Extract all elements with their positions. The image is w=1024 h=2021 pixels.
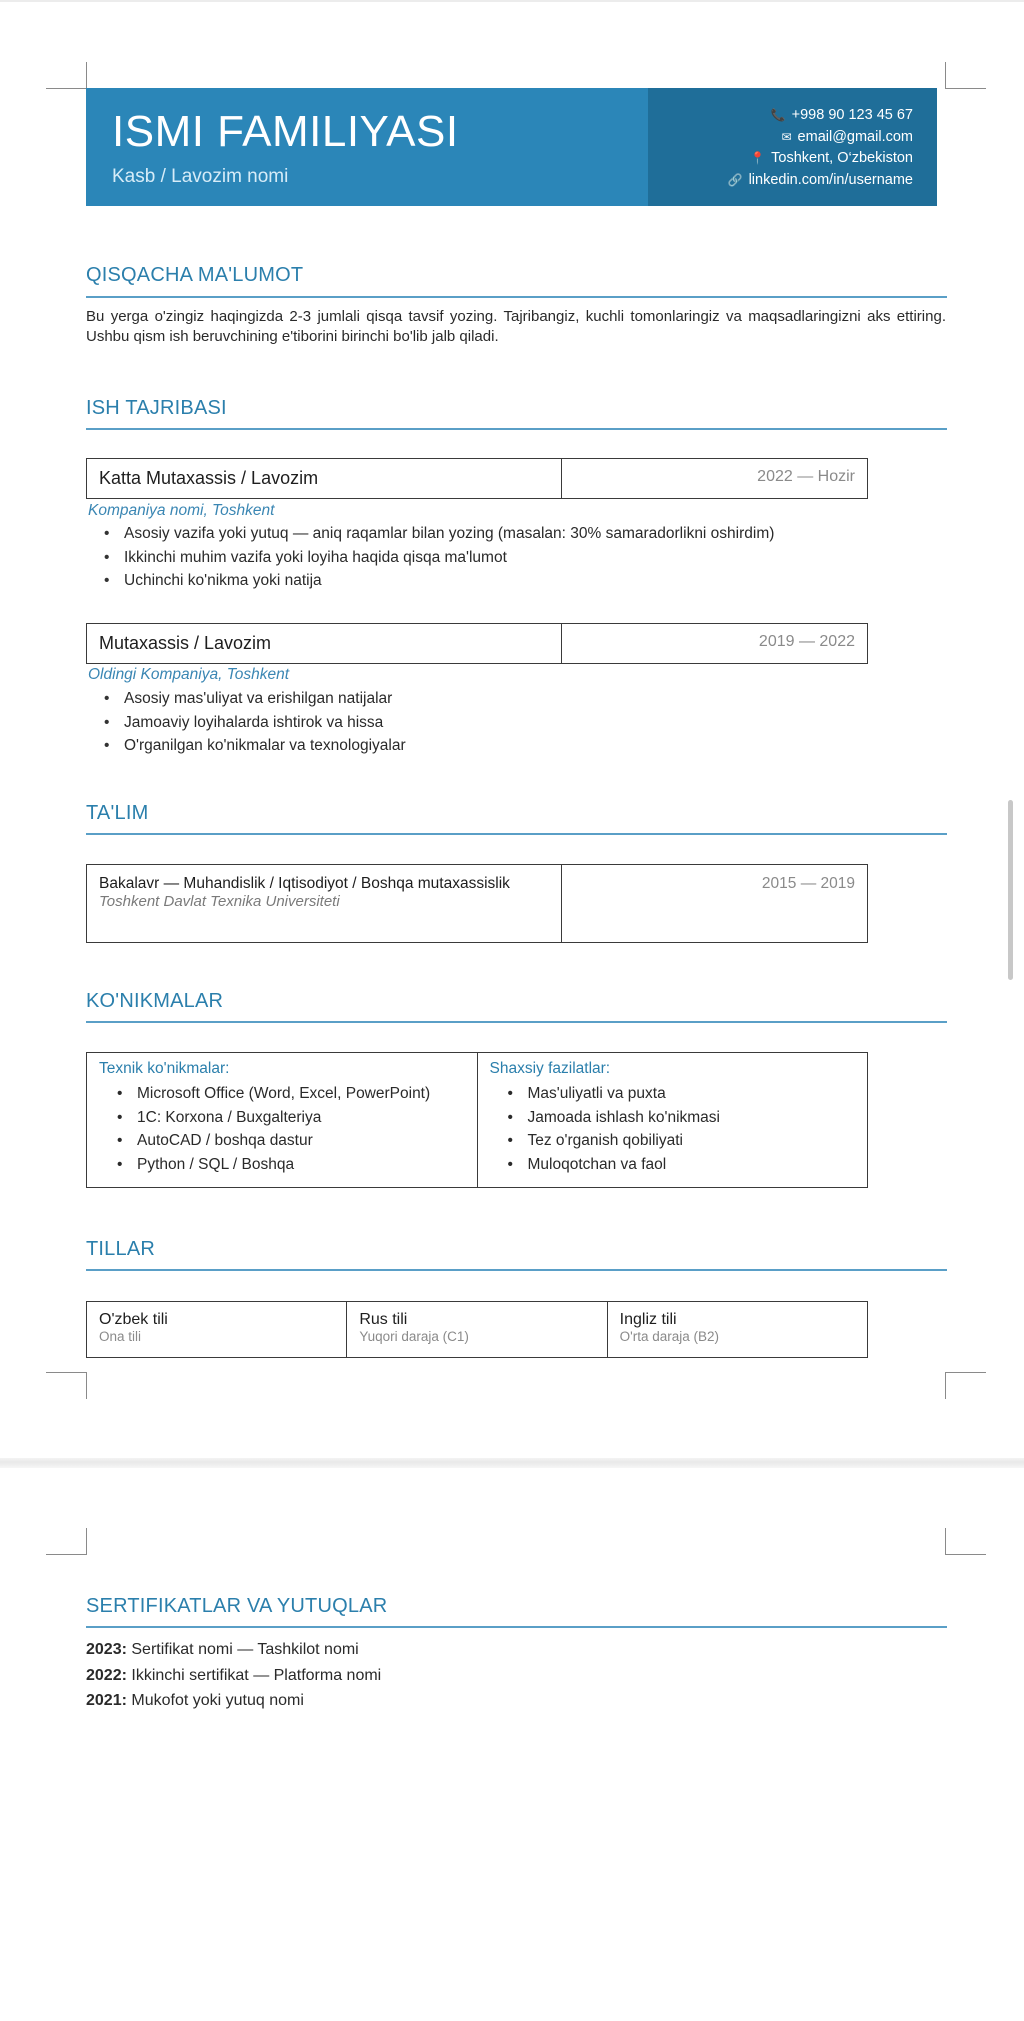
job-position: Mutaxassis / Lavozim: [87, 624, 562, 663]
certificates-list: [86, 1637, 381, 1714]
list-item: • Jamoada ishlash ko'nikmasi: [508, 1106, 856, 1130]
education-university: Toshkent Davlat Texnika Universiteti: [99, 893, 340, 910]
list-item: • Python / SQL / Boshqa: [117, 1153, 465, 1177]
section-rule: [86, 1269, 947, 1271]
education-box: [86, 864, 868, 943]
contact-email: ✉ email@gmail.com: [781, 128, 913, 145]
job-bullets: [104, 522, 774, 593]
job-dates: 2019 — 2022: [758, 633, 855, 650]
education-dates: 2015 — 2019: [761, 875, 855, 892]
contact-location: 📍 Toshkent, O‘zbekiston: [750, 150, 913, 166]
contact-phone: 📞 +998 90 123 45 67: [770, 107, 913, 123]
section-title-summary: QISQACHA MA'LUMOT: [86, 264, 304, 286]
language-item: [607, 1302, 867, 1357]
section-title-languages: TILLAR: [86, 1238, 156, 1260]
margin-mark-top-left: [46, 1528, 87, 1555]
list-item: • AutoCAD / boshqa dastur: [117, 1129, 465, 1153]
page-break: [0, 1458, 1024, 1468]
language-level: Ona tili: [99, 1329, 142, 1344]
list-item: • Tez o'rganish qobiliyati: [508, 1129, 856, 1153]
list-item: • O'rganilgan ko'nikmalar va texnologiyalar: [104, 734, 406, 758]
scrollbar[interactable]: [1008, 800, 1013, 980]
language-name: O'zbek tili: [99, 1311, 168, 1328]
section-rule: [86, 296, 947, 298]
list-item: 2023: Sertifikat nomi — Tashkilot nomi: [86, 1641, 359, 1658]
skills-box: [86, 1052, 868, 1188]
job-header-1: [86, 458, 868, 499]
section-rule: [86, 1626, 947, 1628]
education-details: [87, 865, 562, 942]
section-rule: [86, 428, 947, 430]
margin-mark-top-right: [945, 62, 986, 89]
section-title-certificates: SERTIFIKATLAR VA YUTUQLAR: [86, 1595, 388, 1617]
job-company: Kompaniya nomi, Toshkent: [88, 502, 275, 519]
margin-mark-top-right: [945, 1528, 986, 1555]
section-title-skills: KO'NIKMALAR: [86, 990, 224, 1012]
phone-icon: 📞: [770, 108, 786, 122]
section-title-experience: ISH TAJRIBASI: [86, 397, 227, 419]
skills-heading: Shaxsiy fazilatlar:: [489, 1060, 611, 1077]
section-title-education: TA'LIM: [86, 802, 149, 824]
job-company: Oldingi Kompaniya, Toshkent: [88, 666, 290, 683]
personal-qualities: [477, 1053, 868, 1187]
skills-list: [99, 1082, 465, 1176]
language-name: Rus tili: [359, 1311, 408, 1328]
language-item: [346, 1302, 606, 1357]
list-item: • 1C: Korxona / Buxgalteriya: [117, 1106, 465, 1130]
margin-mark-top-left: [46, 62, 87, 89]
language-item: [87, 1302, 346, 1357]
language-level: O'rta daraja (B2): [619, 1329, 720, 1344]
job-dates: 2022 — Hozir: [757, 468, 855, 485]
list-item: • Mas'uliyatli va puxta: [508, 1082, 856, 1106]
margin-mark-bottom-left: [46, 1372, 87, 1399]
header-name-panel: [86, 88, 648, 206]
list-item: • Microsoft Office (Word, Excel, PowerPoint): [117, 1082, 465, 1106]
contact-panel: [648, 88, 937, 206]
list-item: • Asosiy vazifa yoki yutuq — aniq raqamlar bilan yozing (masalan: 30% samaradorlikni oshirdim): [104, 522, 774, 546]
language-level: Yuqori daraja (C1): [359, 1329, 469, 1344]
mail-icon: ✉: [781, 129, 792, 144]
location-pin-icon: 📍: [750, 151, 766, 165]
resume-header: [86, 88, 937, 206]
section-rule: [86, 833, 947, 835]
summary-text: Bu yerga o'zingiz haqingizda 2-3 jumlali qisqa tavsif yozing. Tajribangiz, kuchli tomonlaringiz va maqsadlaringizni aks ettiring. Ushbu qism ish beruvchining e'tiborini birinchi bo'lib jalb qiladi.: [86, 308, 946, 345]
top-border: [0, 0, 1024, 2]
language-name: Ingliz tili: [619, 1311, 677, 1328]
list-item: • Ikkinchi muhim vazifa yoki loyiha haqida qisqa ma'lumot: [104, 546, 774, 570]
list-item: 2021: Mukofot yoki yutuq nomi: [86, 1692, 304, 1709]
list-item: • Jamoaviy loyihalarda ishtirok va hissa: [104, 711, 406, 735]
list-item: • Muloqotchan va faol: [508, 1153, 856, 1177]
margin-mark-bottom-right: [945, 1372, 986, 1399]
skills-list: [490, 1082, 856, 1176]
full-name: ISMI FAMILIYASI: [112, 107, 459, 156]
technical-skills: [87, 1053, 477, 1187]
job-role: Kasb / Lavozim nomi: [112, 166, 289, 187]
skills-heading: Texnik ko'nikmalar:: [99, 1060, 230, 1077]
job-bullets: [104, 687, 406, 758]
list-item: 2022: Ikkinchi sertifikat — Platforma nomi: [86, 1666, 382, 1684]
job-position: Katta Mutaxassis / Lavozim: [87, 459, 562, 498]
contact-linkedin: 🔗 linkedin.com/in/username: [727, 171, 913, 188]
link-icon: 🔗: [727, 172, 743, 187]
languages-box: [86, 1301, 868, 1358]
list-item: • Uchinchi ko'nikma yoki natija: [104, 569, 774, 593]
education-degree: Bakalavr — Muhandislik / Iqtisodiyot / Boshqa mutaxassislik: [99, 875, 510, 892]
section-rule: [86, 1021, 947, 1023]
job-header-2: [86, 623, 868, 664]
list-item: • Asosiy mas'uliyat va erishilgan natijalar: [104, 687, 406, 711]
